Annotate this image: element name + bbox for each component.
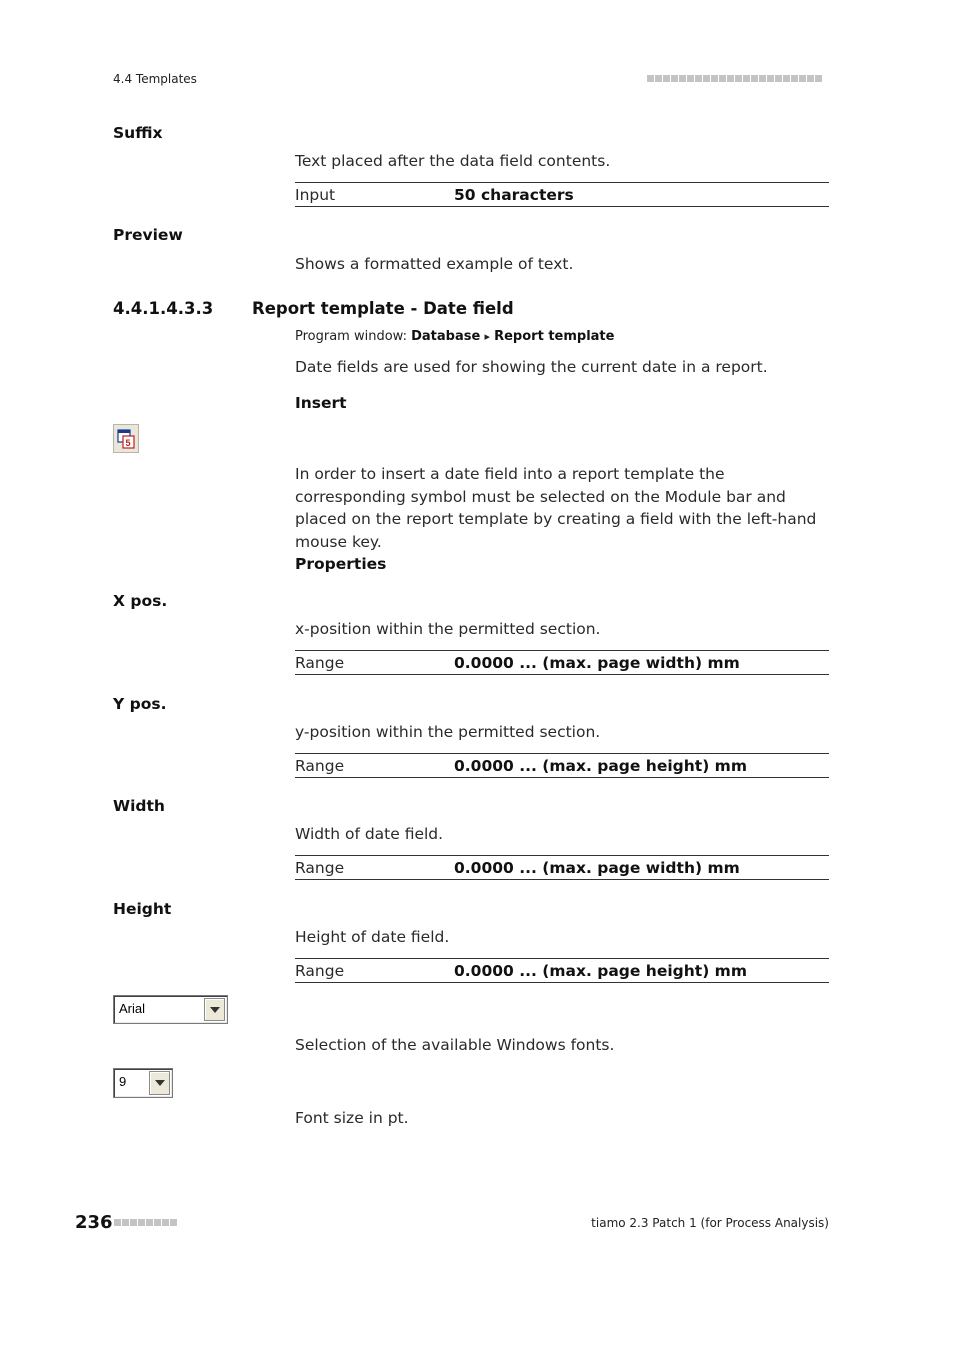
spec-row-x-pos (295, 650, 829, 675)
spec-key: Range (295, 654, 345, 672)
program-window-path (295, 329, 614, 344)
program-window-database: Database (411, 329, 481, 344)
font-size-select-value: 9 (119, 1074, 127, 1089)
chevron-down-icon[interactable] (204, 998, 225, 1021)
param-desc-x-pos: x-position within the permitted section. (295, 620, 601, 638)
program-window-report-template: Report template (494, 329, 615, 344)
spec-value: 50 characters (454, 186, 574, 204)
spec-key: Range (295, 859, 345, 877)
date-field-tool-icon (113, 424, 139, 453)
spec-key: Input (295, 186, 336, 204)
spec-row-suffix (295, 182, 829, 207)
param-desc-suffix: Text placed after the data field contents. (295, 152, 611, 170)
date-field-tool-glyph (114, 425, 138, 452)
param-desc-height: Height of date field. (295, 928, 450, 946)
spec-value: 0.0000 ... (max. page height) mm (454, 962, 747, 980)
spec-value: 0.0000 ... (max. page height) mm (454, 757, 747, 775)
breadcrumb-arrow-icon: ▸ (484, 330, 490, 343)
insert-text: In order to insert a date field into a report template the corresponding symbol must be selected on the Module bar and placed on the report template by creating a field with the left-hand mouse key. (295, 465, 817, 551)
param-desc-preview: Shows a formatted example of text. (295, 255, 574, 273)
font-select-desc: Selection of the available Windows fonts. (295, 1036, 615, 1054)
param-label-x-pos: X pos. (113, 592, 168, 610)
svg-text:5: 5 (125, 438, 131, 448)
font-size-desc: Font size in pt. (295, 1109, 409, 1127)
header-decoration (647, 75, 822, 82)
section-intro: Date fields are used for showing the current date in a report. (295, 358, 768, 376)
section-number: 4.4.1.4.3.3 (113, 299, 214, 318)
param-desc-y-pos: y-position within the permitted section. (295, 723, 601, 741)
param-label-suffix: Suffix (113, 124, 163, 142)
spec-key: Range (295, 962, 345, 980)
footer-decoration (114, 1219, 177, 1226)
font-size-select[interactable] (113, 1068, 173, 1098)
param-label-preview: Preview (113, 226, 183, 244)
section-title: Report template - Date field (252, 299, 514, 318)
font-select-value: Arial (119, 1001, 146, 1016)
spec-row-width (295, 855, 829, 880)
font-select[interactable] (113, 995, 228, 1024)
spec-value: 0.0000 ... (max. page width) mm (454, 859, 740, 877)
spec-row-y-pos (295, 753, 829, 778)
chevron-down-icon[interactable] (149, 1071, 170, 1095)
page-number: 236 (75, 1212, 113, 1233)
param-label-height: Height (113, 900, 172, 918)
footer-product: tiamo 2.3 Patch 1 (for Process Analysis) (591, 1216, 829, 1230)
spec-key: Range (295, 757, 345, 775)
param-desc-width: Width of date field. (295, 825, 444, 843)
insert-heading: Insert (295, 394, 347, 412)
param-label-width: Width (113, 797, 165, 815)
param-label-y-pos: Y pos. (113, 695, 167, 713)
running-head-section: 4.4 Templates (113, 72, 197, 86)
properties-heading: Properties (295, 555, 387, 573)
spec-row-height (295, 958, 829, 983)
spec-value: 0.0000 ... (max. page width) mm (454, 654, 740, 672)
program-window-prefix: Program window: (295, 329, 412, 344)
